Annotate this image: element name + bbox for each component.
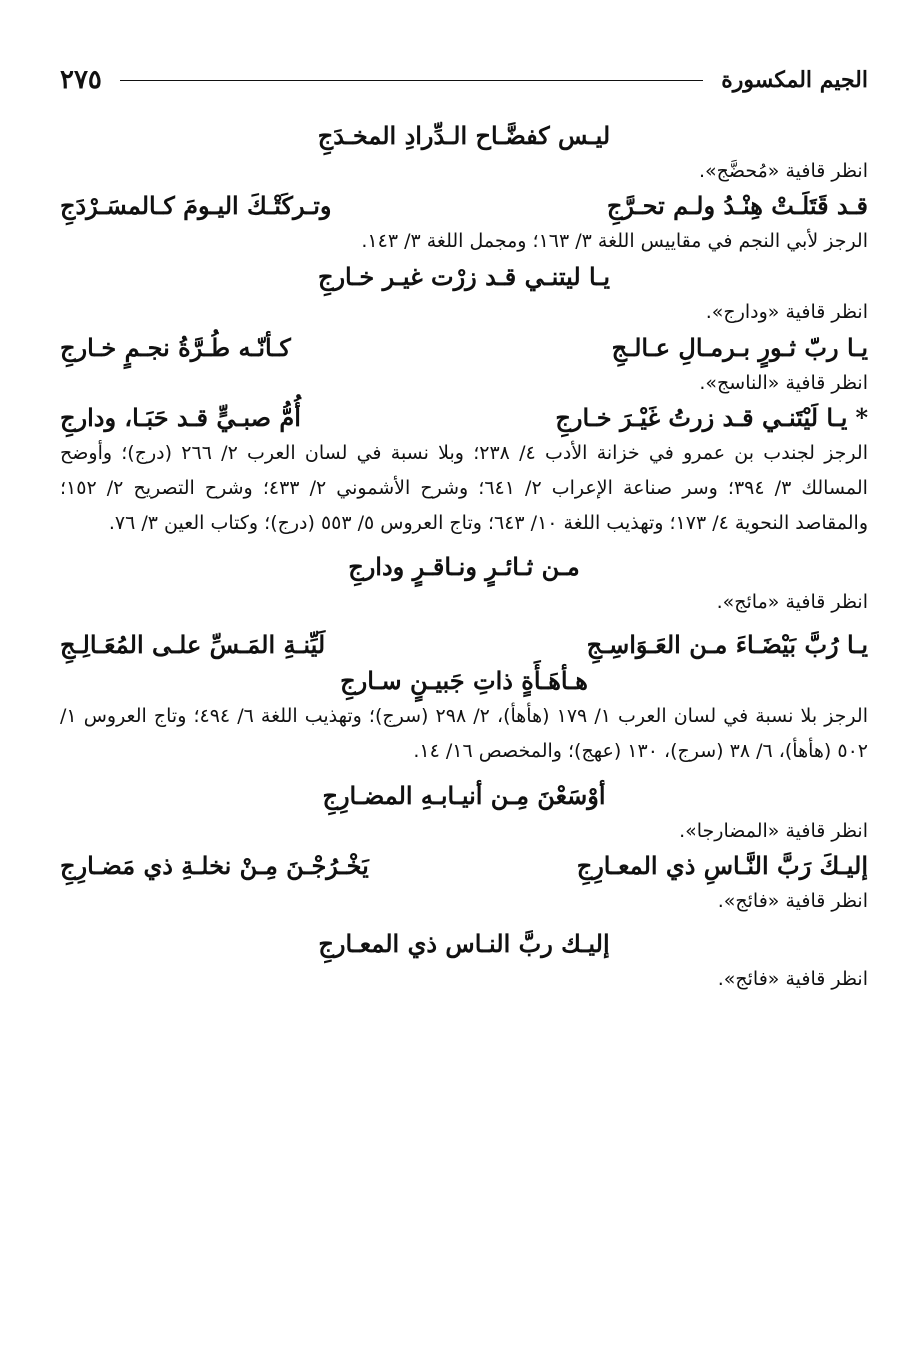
verse-couplet-starred	[60, 400, 868, 436]
verse-second-hemistich: كـأنّـه طُـرَّةُ نجـمٍ خـارجِ	[60, 332, 291, 362]
page-content	[60, 118, 868, 996]
verse-line: ليـس كفضَّـاح الـدِّرادِ المخـدَجِ	[317, 121, 611, 150]
verse-line: هـأهَـأَةٍ ذاتِ جَبيـنٍ سـارجِ	[340, 666, 588, 696]
star-marker: *	[855, 402, 868, 432]
source-citation: الرجز بلا نسبة في لسان العرب ١/ ١٧٩ (هأهأ)، ٢/ ٢٩٨ (سرج)؛ وتهذيب اللغة ٦/ ٤٩٤؛ وتاج العروس ١/ ٥٠٢ (هأهأ)، ٦/ ٣٨ (سرج)، ١٣٠ (عهج)؛ والمخصص ١٦/ ١٤.	[60, 705, 868, 763]
verse-line: أوْسَعْنَ مِـن أنيـابـهِ المضـارِجِ	[322, 780, 606, 810]
verse-second-hemistich: يَخْـرُجْـنَ مِـنْ نخلـةِ ذي مَضـارِجِ	[60, 850, 369, 880]
verse-couplet	[60, 848, 868, 884]
verse-couplet	[60, 330, 868, 366]
verse-line: يـا ليتنـي قـد زرْت غيـر خـارجِ	[317, 262, 611, 292]
book-page	[60, 60, 868, 1329]
verse-text: يـا لَيْتَنـي قـد زرتُ غَيْـرَ خـارجِ	[555, 402, 848, 432]
page-header	[60, 60, 868, 100]
verse-first-hemistich: يـا ربّ ثـورٍ بـرمـالِ عـالـجِ	[611, 332, 868, 362]
verse-couplet	[60, 627, 868, 663]
verse-second-hemistich: أُمُّ صبـيٍّ قـد حَبَـا، ودارجِ	[60, 402, 301, 432]
verse-first-hemistich	[555, 400, 868, 436]
cross-reference-note: انظر قافية «الناسج».	[699, 371, 868, 394]
cross-reference-note: انظر قافية «مائج».	[716, 591, 868, 614]
verse-first-hemistich: يـا رُبَّ بَيْضَـاءَ مـن العَـوَاسِـجِ	[586, 630, 868, 660]
running-title: الجيم المكسورة	[721, 67, 868, 93]
verse-second-hemistich: لَيِّنـةِ المَـسِّ علـى المُعَـالِـجِ	[60, 630, 326, 660]
cross-reference-note: انظر قافية «مُحضَّج».	[698, 160, 868, 182]
cross-reference-note: انظر قافية «فائج».	[717, 967, 868, 990]
cross-reference-note: انظر قافية «المضارجا».	[679, 819, 868, 842]
verse-first-hemistich: قـد قَتَلَـتْ هِنْـدُ ولـم تحـرَّجِ	[606, 191, 868, 221]
verse-second-hemistich: وتـركَتْـكَ اليـومَ كـالمسَـرْدَجِ	[60, 191, 332, 221]
verse-line: إليـك ربَّ النـاس ذي المعـارجِ	[318, 928, 610, 958]
verse-line: مـن ثـائـرٍ ونـاقـرٍ ودارجِ	[348, 552, 580, 582]
source-citation: الرجز لأبي النجم في مقاييس اللغة ٣/ ١٦٣؛ ومجمل اللغة ٣/ ١٤٣.	[361, 230, 868, 253]
source-citation: الرجز لجندب بن عمرو في خزانة الأدب ٤/ ٢٣٨؛ وبلا نسبة في لسان العرب ٢/ ٢٦٦ (درج)؛ وأوضح المسالك ٣/ ٣٩٤؛ وسر صناعة الإعراب ٢/ ٦٤١؛ وشرح الأشموني ٢/ ٤٣٣؛ وشرح التصريح ٢/ ١٥٢؛ والمقاصد النحوية ٤/ ١٧٣؛ وتهذيب اللغة ١٠/ ٦٤٣؛ وتاج العروس ٥/ ٥٥٣ (درج)؛ وكتاب العين ٣/ ٧٦.	[60, 441, 868, 534]
page-number: ٢٧٥	[60, 65, 102, 95]
cross-reference-note: انظر قافية «فائج».	[717, 889, 868, 912]
verse-first-hemistich: إليـكَ رَبَّ النَّـاسِ ذي المعـارِجِ	[576, 850, 868, 880]
verse-couplet	[60, 188, 868, 224]
cross-reference-note: انظر قافية «ودارج».	[705, 301, 868, 324]
header-rule	[120, 80, 703, 81]
